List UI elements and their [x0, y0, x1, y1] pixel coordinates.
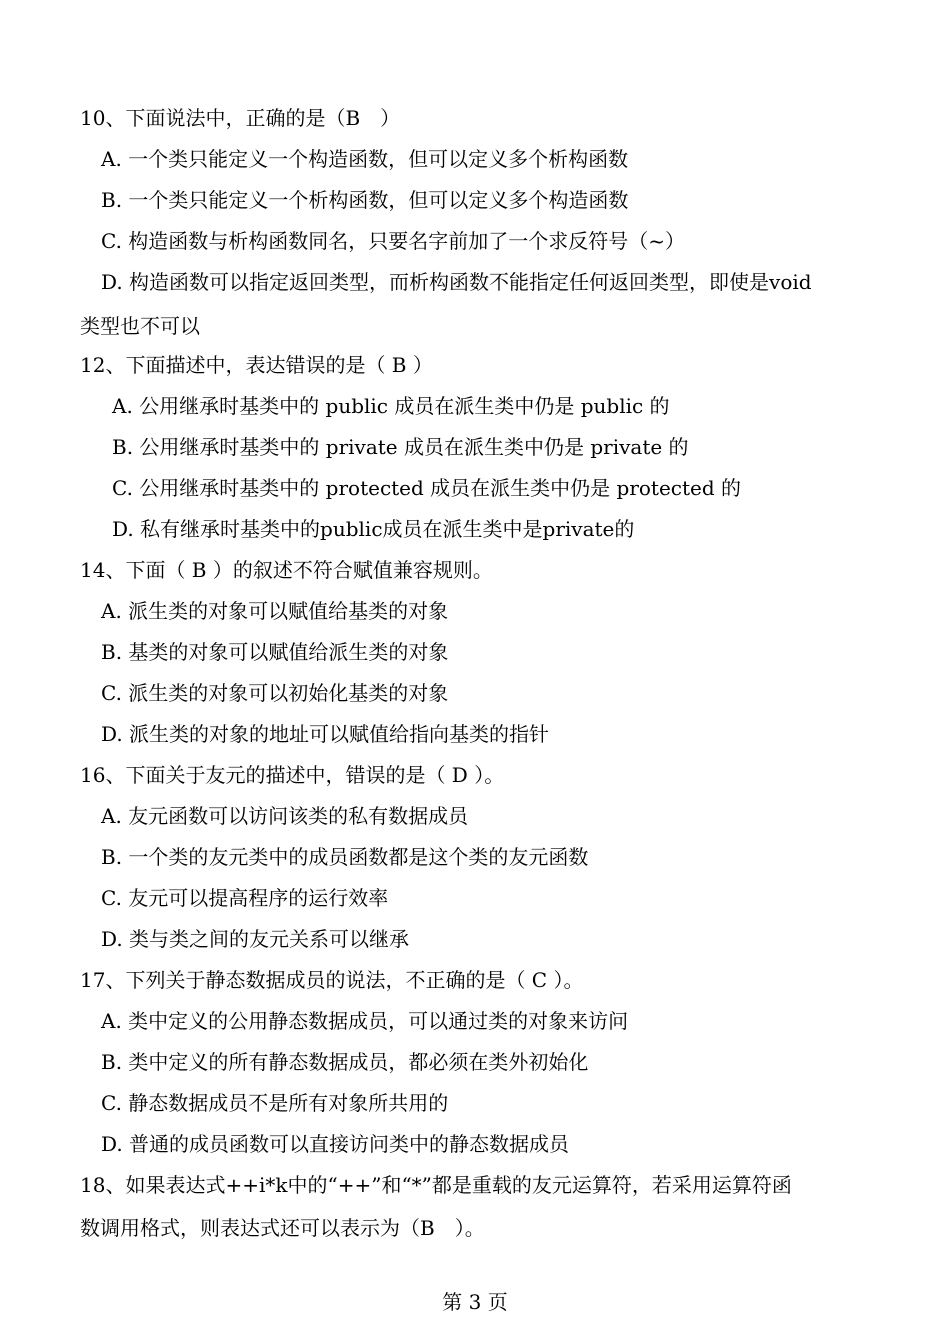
- option-d: D. 派生类的对象的地址可以赋值给指向基类的指针: [101, 722, 550, 746]
- option-d: D. 构造函数可以指定返回类型，而析构函数不能指定任何返回类型，即使是void: [101, 270, 812, 294]
- option-c: C. 构造函数与析构函数同名，只要名字前加了一个求反符号（~）: [101, 229, 686, 253]
- option-c: C. 派生类的对象可以初始化基类的对象: [101, 681, 449, 705]
- question-stem: 18、如果表达式++i*k中的“++”和“*”都是重载的友元运算符，若采用运算符函: [80, 1173, 792, 1197]
- question-stem: 14、下面（ B ）的叙述不符合赋值兼容规则。: [80, 558, 493, 582]
- question-stem: 12、下面描述中，表达错误的是（ B ）: [80, 353, 433, 377]
- option-d: D. 私有继承时基类中的public成员在派生类中是private的: [112, 517, 635, 541]
- option-b: B. 公用继承时基类中的 private 成员在派生类中仍是 private 的: [112, 435, 689, 459]
- question-stem: 10、下面说法中，正确的是（B ）: [80, 106, 401, 130]
- option-d: D. 类与类之间的友元关系可以继承: [101, 927, 410, 951]
- option-d: D. 普通的成员函数可以直接访问类中的静态数据成员: [101, 1132, 570, 1156]
- option-c: C. 公用继承时基类中的 protected 成员在派生类中仍是 protected 的: [112, 476, 742, 500]
- option-a: A. 公用继承时基类中的 public 成员在派生类中仍是 public 的: [112, 394, 670, 418]
- option-b: B. 一个类只能定义一个析构函数，但可以定义多个构造函数: [101, 188, 629, 212]
- option-a: A. 一个类只能定义一个构造函数，但可以定义多个析构函数: [101, 147, 629, 171]
- option-a: A. 类中定义的公用静态数据成员，可以通过类的对象来访问: [101, 1009, 629, 1033]
- option-d-continuation: 类型也不可以: [80, 314, 200, 338]
- option-a: A. 派生类的对象可以赋值给基类的对象: [101, 599, 449, 623]
- option-c: C. 静态数据成员不是所有对象所共用的: [101, 1091, 449, 1115]
- option-a: A. 友元函数可以访问该类的私有数据成员: [101, 804, 469, 828]
- question-stem: 16、下面关于友元的描述中，错误的是（ D ）。: [80, 763, 505, 787]
- question-stem-continuation: 数调用格式，则表达式还可以表示为（B ）。: [80, 1216, 485, 1240]
- option-b: B. 类中定义的所有静态数据成员，都必须在类外初始化: [101, 1050, 589, 1074]
- option-c: C. 友元可以提高程序的运行效率: [101, 886, 389, 910]
- question-stem: 17、下列关于静态数据成员的说法，不正确的是（ C ）。: [80, 968, 584, 992]
- option-b: B. 基类的对象可以赋值给派生类的对象: [101, 640, 449, 664]
- option-b: B. 一个类的友元类中的成员函数都是这个类的友元函数: [101, 845, 589, 869]
- page-number: 第 3 页: [442, 1290, 508, 1314]
